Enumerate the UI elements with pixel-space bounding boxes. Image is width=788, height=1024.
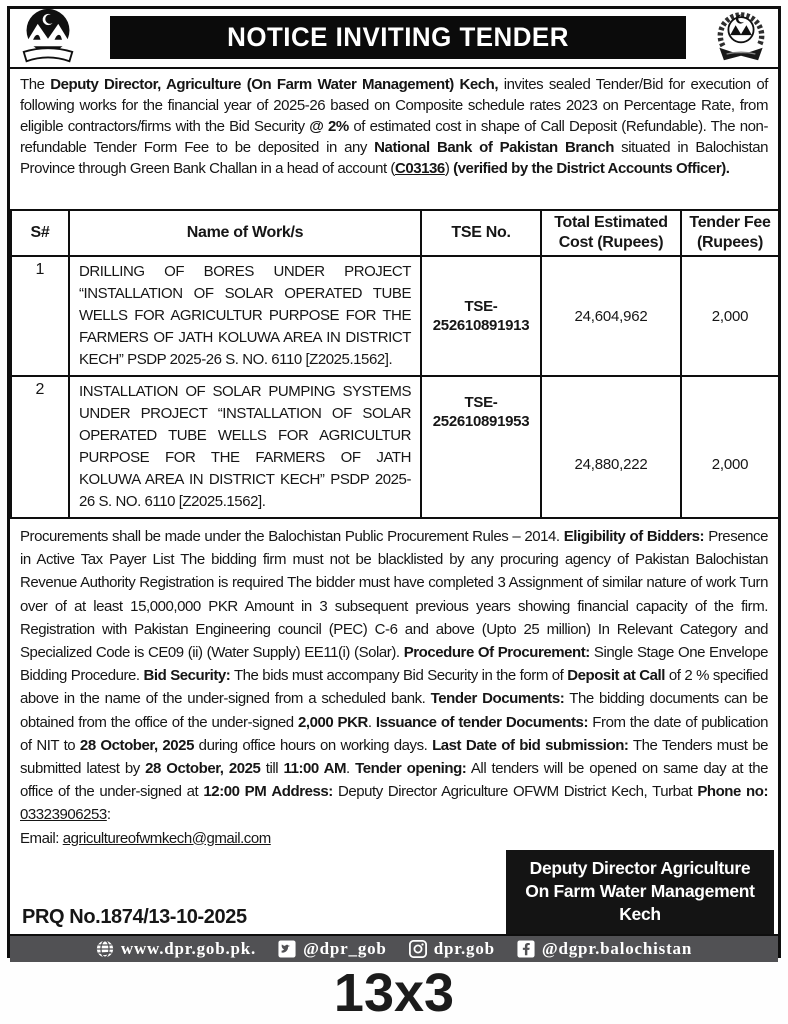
prq-number: PRQ No.1874/13-10-2025 [22,905,247,928]
tender-fee-cell: 2,000 [681,376,779,518]
facebook-label: @dgpr.balochistan [541,938,693,958]
instagram-label: dpr.gob [433,938,495,958]
signature-line: Kech [619,903,661,924]
website-label: www.dpr.gob.pk. [120,938,257,958]
facebook-item [517,939,692,959]
signature-block [506,850,774,934]
tse-number: 252610891913 [432,317,530,334]
col-header-sno: S# [11,210,69,256]
estimated-cost-cell: 24,604,962 [541,256,681,376]
tender-works-table [10,209,780,519]
title-banner [110,16,686,59]
tse-no-cell [421,376,541,518]
tse-prefix: TSE- [464,298,498,315]
facebook-icon [517,940,535,958]
website-item [96,939,256,959]
agriculture-dept-emblem-icon [714,6,768,71]
sno-cell: 1 [11,256,69,376]
terms-paragraph: Procurements shall be made under the Balochistan Public Procurement Rules – 2014. Eligibility of Bidders: Presence in Active Tax Payer List The bidding firm must not be blacklisted by any procuring agency of Pakistan Balochistan Revenue Authority Registration is required The bidder must have completed 3 Assignment of similar nature of work Turn over of at least 15,000,000 PKR Amount in 3 subsequent previous years showing financial capacity of the firm. Registration with Pakistan Engineering council (PEC) C-6 and above (Upto 25 million) In Relevant Category and Specialized Code is CE09 (ii) (Water Supply) EE11(i) (Solar). Procedure Of Procurement: Single Stage One Envelope Bidding Procedure. Bid Security: The bids must accompany Bid Security in the form of Deposit at Call of 2 % specified above in the name of the under-signed from a scheduled bank. Tender Documents: The bidding documents can be obtained from the office of the under-signed 2,000 PKR. Issuance of tender Documents: From the date of publication of NIT to 28 October, 2025 during office hours on working days. Last Date of bid submission: The Tenders must be submitted latest by 28 October, 2025 till 11:00 AM. Tender opening: All tenders will be opened on same day at the office of the under-signed at 12:00 PM Address: Deputy Director Agriculture OFWM District Kech, Turbat Phone no: 03323906253: Email: agricultureofwmkech@gmail.com [20,528,769,847]
table-row [11,256,779,376]
col-header-cost: Total Estimated Cost (Rupees) [541,210,681,256]
signature-line: On Farm Water Management [525,880,755,901]
instagram-icon [409,940,427,958]
twitter-icon [278,940,296,958]
sno-cell: 2 [11,376,69,518]
balochistan-govt-emblem-icon [20,7,76,70]
instagram-item [409,939,495,959]
tse-number: 252610891953 [432,413,530,430]
table-row [11,376,779,518]
col-header-name: Name of Work/s [69,210,421,256]
twitter-label: @dpr_gob [303,938,387,958]
twitter-item [278,939,387,959]
bottom-row [10,850,778,934]
estimated-cost-cell: 24,880,222 [541,376,681,518]
col-header-tse: TSE No. [421,210,541,256]
tender-fee-cell: 2,000 [681,256,779,376]
globe-icon [96,940,114,958]
work-name-cell: INSTALLATION OF SOLAR PUMPING SYSTEMS UNDER PROJECT “INSTALLATION OF SOLAR OPERATED TUBE WELLS FOR AGRICULTUR PURPOSE FOR THE FARMERS OF JATH KOLUWA AREA IN DISTRICT KECH” PSDP 2025-26 S. NO. 6110 [Z2025.1562]. [69,376,421,518]
notice-border-box [7,6,781,958]
tse-no-cell [421,256,541,376]
tse-prefix: TSE- [464,394,498,411]
ad-size-annotation: 13x3 [333,963,455,1023]
intro-paragraph: The Deputy Director, Agriculture (On Farm Water Management) Kech, invites sealed Tender/Bid for execution of following works for the financial year of 2025-26 based on Composite schedule rates 2023 on Percentage Rate, from eligible contractors/firms with the Bid Security @ 2% of estimated cost in shape of Call Deposit (Refundable). The non-refundable Tender Form Fee to be deposited in any National Bank of Pakistan Branch situated in Balochistan Province through Green Bank Challan in a head of account (C03136) (verified by the District Accounts Officer). [10,67,778,209]
col-header-fee: Tender Fee (Rupees) [681,210,779,256]
page-title: NOTICE INVITING TENDER [227,22,569,52]
signature-line: Deputy Director Agriculture [529,857,751,878]
footer-social-bar [10,934,778,962]
work-name-cell: DRILLING OF BORES UNDER PROJECT “INSTALLATION OF SOLAR OPERATED TUBE WELLS FOR AGRICULTUR PURPOSE FOR THE FARMERS OF JATH KOLUWA AREA IN DISTRICT KECH” PSDP 2025-26 S. NO. 6110 [Z2025.1562]. [69,256,421,376]
table-header-row [11,210,779,256]
notice-header [10,9,778,67]
